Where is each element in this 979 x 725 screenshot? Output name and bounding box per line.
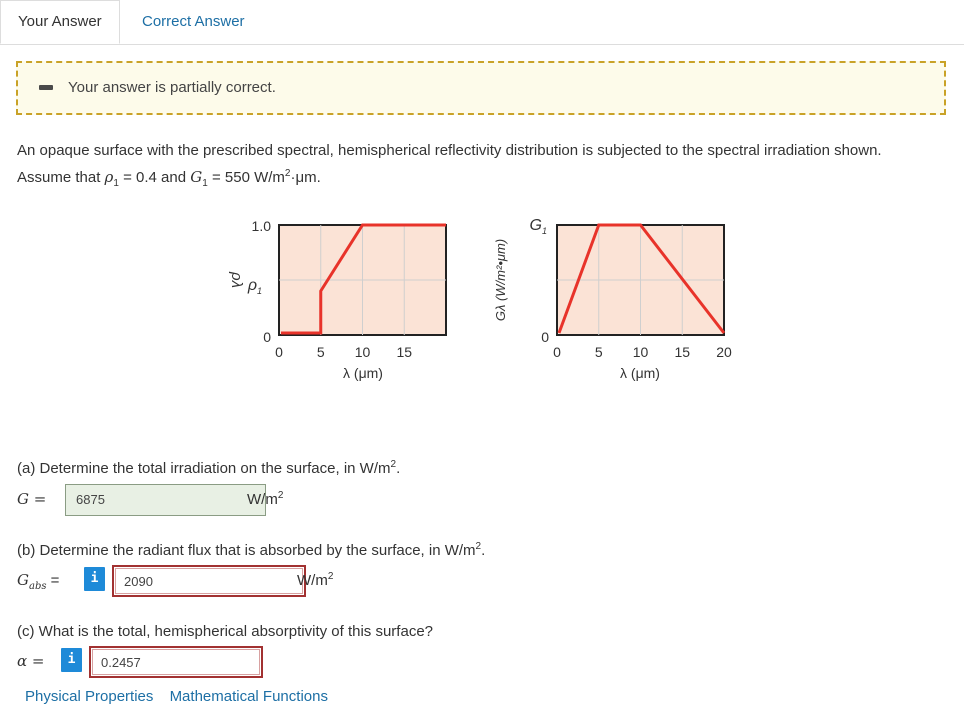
answer-tabs xyxy=(0,0,964,45)
chart2-xtick-label: 10 xyxy=(632,344,649,360)
rho-sub: 1 xyxy=(113,178,119,189)
part-b-text: (b) Determine the radiant flux that is absorbed by the surface, in W/m xyxy=(17,542,476,559)
part-b-unit-text: W/m xyxy=(297,572,328,589)
part-c-question: (c) What is the total, hemispherical absorptivity of this surface? xyxy=(17,623,434,640)
chart1-ytick-zero: 0 xyxy=(263,329,271,345)
chart2-xlabel: λ (μm) xyxy=(620,365,660,381)
part-b-unit-exp: 2 xyxy=(327,571,334,582)
chart2-xtick-label: 5 xyxy=(594,344,603,360)
assume-prefix: Assume that xyxy=(17,169,105,186)
chart1-ylabel: ρλ xyxy=(228,272,245,288)
part-b-label-main: G xyxy=(17,571,29,589)
chart1-ytick-rho: $\rho_1$ xyxy=(247,277,262,296)
part-b-label-eq: = xyxy=(46,572,60,589)
partial-icon xyxy=(39,85,53,90)
chart1-xtick-label: 5 xyxy=(316,344,325,360)
irradiation-chart xyxy=(493,217,732,381)
part-b-exp: 2 xyxy=(475,541,482,552)
rho-symbol: ρ xyxy=(104,168,114,186)
g-symbol: G xyxy=(190,168,203,186)
chart1-xtick-label: 15 xyxy=(396,344,413,360)
g-sub: 1 xyxy=(202,178,208,189)
part-a-input[interactable]: 6875 xyxy=(65,484,266,516)
rho-value: = 0.4 and xyxy=(118,169,191,186)
info-icon[interactable]: i xyxy=(84,567,105,591)
g-exp: 2 xyxy=(284,168,291,179)
chart2-ytick-g1: $G_1$ xyxy=(529,217,547,236)
chart1-xticks xyxy=(275,344,412,360)
footer-links xyxy=(25,688,340,705)
status-banner xyxy=(16,61,946,115)
part-a-question xyxy=(17,459,400,477)
chart1-ytick-top: 1.0 xyxy=(251,218,271,234)
reflectivity-chart xyxy=(228,218,446,381)
part-b-unit xyxy=(297,571,333,589)
part-b-input[interactable]: 2090 xyxy=(112,565,306,597)
chart2-ytick-zero: 0 xyxy=(541,329,549,345)
part-b-answer-row xyxy=(17,565,417,597)
part-c-label: α = xyxy=(17,652,45,670)
physical-properties-link[interactable]: Physical Properties xyxy=(25,688,154,705)
part-c-input[interactable]: 0.2457 xyxy=(89,646,263,678)
part-a-label: G = xyxy=(17,490,47,508)
g-unit-tail: ·μm. xyxy=(290,169,321,186)
mathematical-functions-link[interactable]: Mathematical Functions xyxy=(169,688,328,705)
chart2-xtick-label: 15 xyxy=(674,344,691,360)
chart2-xtick-label: 0 xyxy=(553,344,561,360)
part-b-end: . xyxy=(481,542,486,559)
chart1-ytick-rho-sub: 1 xyxy=(256,286,262,296)
part-a-answer-row xyxy=(17,484,417,516)
g-value: = 550 W/m xyxy=(207,169,285,186)
tab-your-answer[interactable]: Your Answer xyxy=(0,0,120,44)
part-a-unit xyxy=(247,490,283,508)
chart1-xtick-label: 10 xyxy=(354,344,371,360)
part-a-exp: 2 xyxy=(390,459,397,470)
part-a-unit-text: W/m xyxy=(247,491,278,508)
part-a-unit-exp: 2 xyxy=(277,490,284,501)
part-b-label xyxy=(17,571,59,592)
tab-correct-answer[interactable]: Correct Answer xyxy=(142,13,245,30)
part-a-end: . xyxy=(396,460,401,477)
chart2-ylabel: Gλ (W/m²•μm) xyxy=(493,238,508,322)
status-message: Your answer is partially correct. xyxy=(68,79,276,96)
question-line-1: An opaque surface with the prescribed spectral, hemispherical reflectivity distribution is subjected to the spectral irradiation shown. xyxy=(17,142,882,159)
chart2-ytick-g1-sub: 1 xyxy=(541,226,547,236)
chart1-xlabel: λ (μm) xyxy=(343,365,383,381)
info-icon[interactable]: i xyxy=(61,648,82,672)
part-b-label-sub: abs xyxy=(28,581,47,592)
figure xyxy=(0,200,979,400)
part-c-answer-row xyxy=(17,646,317,678)
chart2-xtick-label: 20 xyxy=(716,344,732,360)
question-text xyxy=(17,139,957,195)
question-line-2 xyxy=(17,162,957,195)
part-a-text: (a) Determine the total irradiation on the surface, in W/m xyxy=(17,460,391,477)
chart1-xtick-label: 0 xyxy=(275,344,283,360)
part-b-question xyxy=(17,541,485,559)
chart2-xticks xyxy=(553,344,732,360)
